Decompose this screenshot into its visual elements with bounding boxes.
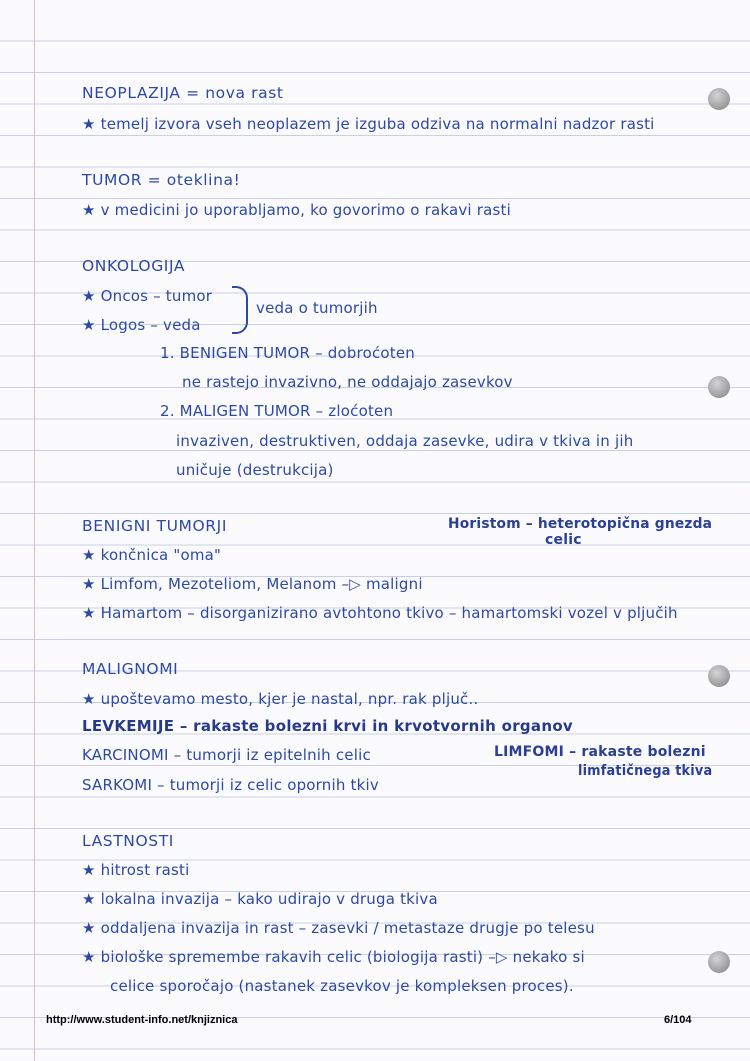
curly-brace [232,286,248,334]
note-line: ★ Oncos – tumor [82,287,213,305]
margin-line [34,0,35,1061]
note-line-karcinomi: KARCINOMI – tumorji iz epitelnih celic [82,746,371,764]
note-line: ★ Hamartom – disorganizirano avtohtono tkivo – hamartomski vozel v pljučih [82,604,678,622]
punch-hole [708,88,730,110]
note-line: 2. MALIGEN TUMOR – zloćoten [160,402,394,420]
heading-neoplazija: NEOPLAZIJA = nova rast [82,84,284,102]
heading-lastnosti: LASTNOSTI [82,832,174,850]
punch-hole [708,665,730,687]
note-line: ★ v medicini jo uporabljamo, ko govorimo o rakavi rasti [82,201,511,219]
note-line: veda o tumorjih [256,299,378,317]
note-line: ★ temelj izvora vseh neoplazem je izguba odziva na normalni nadzor rasti [82,115,655,133]
note-line: ★ oddaljena invazija in rast – zasevki / metastaze drugje po telesu [82,919,595,937]
side-note-horistom: Horistom – heterotopična gnezda [448,516,713,532]
note-line: ★ Limfom, Mezoteliom, Melanom –▷ maligni [82,575,423,593]
heading-malignomi: MALIGNOMI [82,660,179,678]
note-line: ★ lokalna invazija – kako udirajo v druga tkiva [82,890,438,908]
footer-url: http://www.student-info.net/knjiznica [46,1014,238,1026]
note-line: ★ biološke spremembe rakavih celic (biologija rasti) –▷ nekako si [82,948,585,966]
note-line: 1. BENIGEN TUMOR – dobroćoten [160,344,416,362]
note-line-levkemije: LEVKEMIJE – rakaste bolezni krvi in krvotvornih organov [82,717,574,735]
note-line: uničuje (destrukcija) [176,461,334,479]
side-note-celic: celic [545,532,582,548]
note-line: ★ upoštevamo mesto, kjer je nastal, npr. rak pljuč.. [82,690,479,708]
punch-hole [708,376,730,398]
footer-page-number: 6/104 [664,1014,692,1026]
note-line: ★ končnica "oma" [82,546,222,564]
heading-onkologija: ONKOLOGIJA [82,257,186,275]
side-note-limfaticnega: limfatičnega tkiva [578,763,713,779]
note-line: ★ hitrost rasti [82,861,190,879]
punch-hole [708,951,730,973]
note-line: ne rastejo invazivno, ne oddajajo zasevkov [182,373,513,391]
note-line: celice sporočajo (nastanek zasevkov je kompleksen proces). [110,977,574,995]
note-line-sarkomi: SARKOMI – tumorji iz celic opornih tkiv [82,776,379,794]
heading-tumor: TUMOR = oteklina! [82,171,241,189]
side-note-limfomi: LIMFOMI – rakaste bolezni [494,744,706,760]
note-line: ★ Logos – veda [82,316,201,334]
note-line: invaziven, destruktiven, oddaja zasevke, udira v tkiva in jih [176,432,634,450]
heading-benigni-tumorji: BENIGNI TUMORJI [82,517,227,535]
